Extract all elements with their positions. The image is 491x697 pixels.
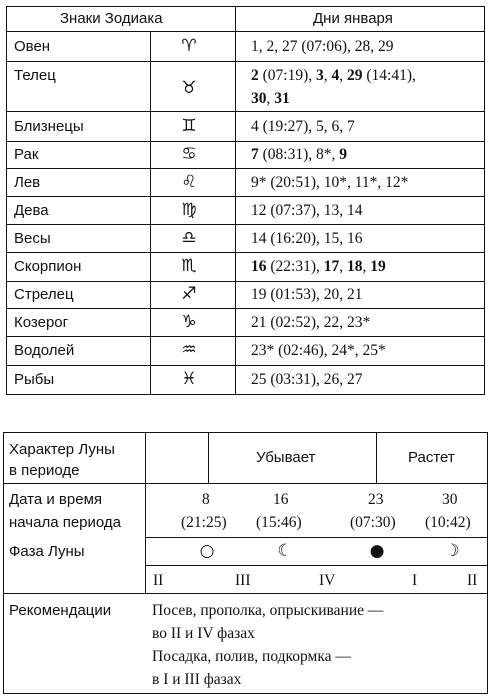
date-label-2: начала периода [9,514,122,531]
phase-label: Фаза Луны [9,543,85,560]
zodiac-days: 4 (19:27), 5, 6, 7 [251,118,355,135]
zodiac-sign-name: Скорпион [14,258,82,275]
zodiac-sign-name: Лев [14,174,41,191]
zodiac-symbol-icon: ♎ [181,228,197,248]
zodiac-symbol-icon: ♉ [181,78,197,98]
zodiac-sign-name: Рак [14,146,39,163]
zodiac-days: 7 (08:31), 8*, 9 [251,146,348,163]
zodiac-days: 30, 31 [251,90,290,107]
phase-number: II [153,572,164,589]
zodiac-sign-name: Овен [14,38,51,55]
date-label: Дата и время [9,491,103,508]
zodiac-days: 14 (16:20), 15, 16 [251,230,363,247]
crescent-moon-icon: ☾ [277,541,293,561]
zodiac-symbol-icon: ♓ [181,369,197,389]
period-day: 16 [273,491,289,508]
waxing-label: Растет [408,449,455,466]
zodiac-sign-name: Весы [14,230,51,247]
phase-number: IV [319,572,336,589]
zodiac-symbol-icon: ♍ [181,200,197,220]
zodiac-symbol-icon: ♑ [181,312,197,332]
zodiac-symbol-icon: ♒ [181,340,197,360]
period-time: (21:25) [181,514,227,531]
period-day: 23 [368,491,384,508]
zodiac-sign-name: Водолей [14,342,75,359]
zodiac-days: 16 (22:31), 17, 18, 19 [251,258,386,275]
zodiac-sign-name: Дева [14,202,49,219]
recommendations-label: Рекомендации [9,602,112,619]
period-time: (15:46) [256,514,302,531]
recommendation-line: Посадка, полив, подкормка — [152,648,351,665]
days-column-header: Дни января [313,10,393,27]
zodiac-days: 9* (20:51), 10*, 11*, 12* [251,174,409,191]
zodiac-symbol-icon: ♏ [181,256,197,276]
zodiac-sign-name: Стрелец [14,286,74,303]
zodiac-symbol-icon: ♌ [181,172,197,192]
zodiac-days: 21 (02:52), 22, 23* [251,314,371,331]
waning-label: Убывает [256,449,316,466]
phase-number: II [467,572,478,589]
zodiac-sign-name: Близнецы [14,118,84,135]
zodiac-days: 25 (03:31), 26, 27 [251,371,363,388]
period-day: 8 [202,491,210,508]
zodiac-days: 12 (07:37), 13, 14 [251,202,363,219]
first-quarter-moon-icon: ○ [199,541,215,561]
sign-column-header: Знаки Зодиака [60,10,163,27]
zodiac-sign-name: Козерог [14,314,69,331]
period-day: 30 [442,491,458,508]
zodiac-days: 19 (01:53), 20, 21 [251,286,363,303]
period-time: (10:42) [425,514,471,531]
moon-character-label: Характер Луны [9,441,115,458]
zodiac-days: 2 (07:19), 3, 4, 29 (14:41), [251,67,416,84]
recommendation-line: во II и IV фазах [152,625,255,642]
waxing-crescent-icon: ☽ [444,541,460,561]
recommendation-line: в I и III фазах [152,671,242,688]
zodiac-symbol-icon: ♈ [181,36,197,56]
phase-number: I [412,572,418,589]
full-moon-icon: ● [369,541,385,561]
zodiac-sign-name: Рыбы [14,371,55,388]
moon-character-label-2: в периоде [9,462,80,479]
recommendation-line: Посев, прополка, опрыскивание — [152,602,384,619]
zodiac-days: 23* (02:46), 24*, 25* [251,342,386,359]
zodiac-days: 1, 2, 27 (07:06), 28, 29 [251,38,394,55]
zodiac-sign-name: Телец [14,67,56,84]
zodiac-symbol-icon: ♐ [181,284,197,304]
period-time: (07:30) [350,514,396,531]
zodiac-symbol-icon: ♋ [181,144,197,164]
zodiac-symbol-icon: ♊ [181,116,197,136]
phase-number: III [235,572,251,589]
